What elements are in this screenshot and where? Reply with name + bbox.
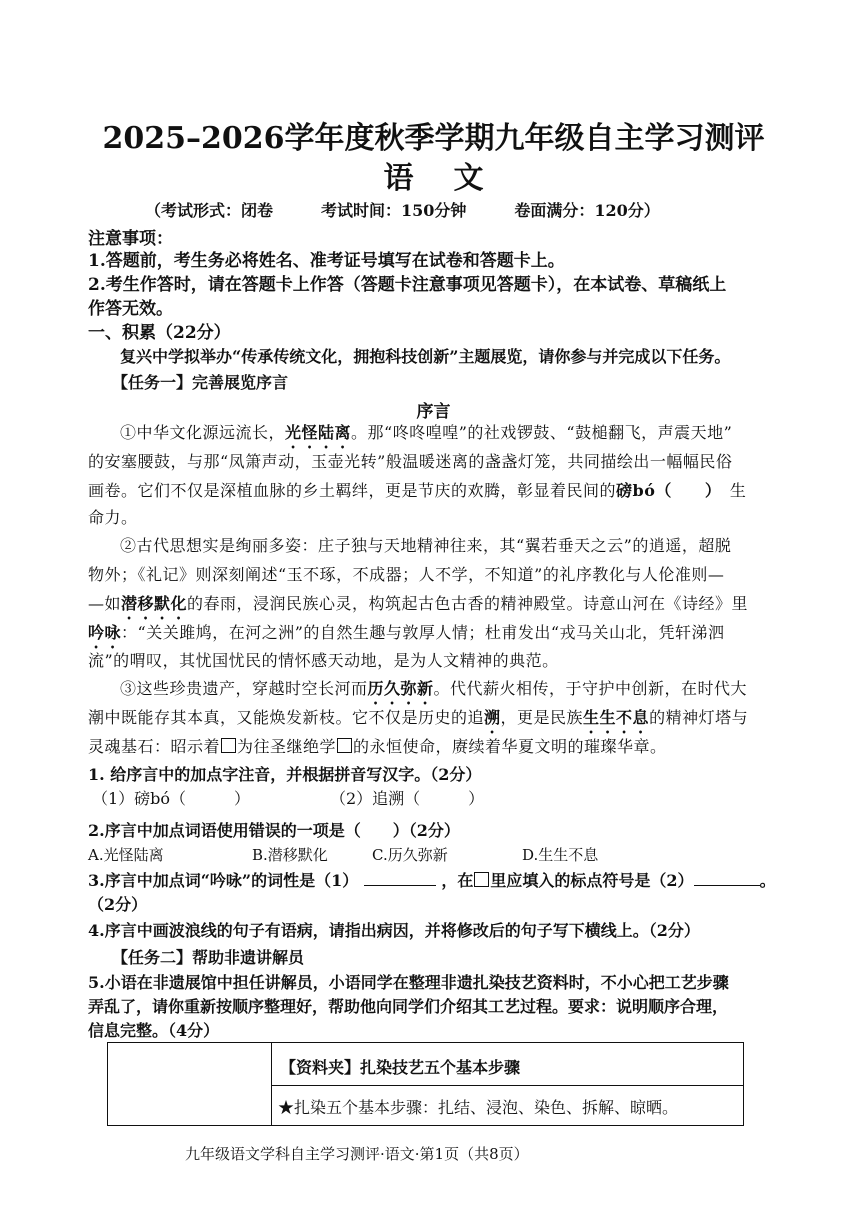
question-3-score: （2分）: [88, 895, 148, 914]
punctuation-box-ref: [474, 872, 489, 887]
dotted-word-shengshengbuxi: 生生不息: [583, 708, 650, 727]
page-footer: 九年级语文学科自主学习测评·语文·第1页（共8页）: [185, 1145, 529, 1163]
exam-title: 2025–2026学年度秋季学期九年级自主学习测评: [102, 121, 765, 156]
question-1-sub-1: （1）磅bó（ ）: [92, 789, 251, 808]
material-title: 【资料夹】扎染技艺五个基本步骤: [280, 1058, 521, 1077]
notes-item-2-line-1: 2.考生作答时，请在答题卡上作答（答题卡注意事项见答题卡），在本试卷、草稿纸上: [88, 275, 727, 295]
material-table: [107, 1042, 744, 1126]
section-1-intro: 复兴中学拟举办“传承传统文化，拥抱科技创新”主题展览，请你参与并完成以下任务。: [120, 347, 731, 366]
question-5-line-3: 信息完整。（4分）: [88, 1021, 220, 1040]
notes-item-2-line-2: 作答无效。: [88, 299, 173, 319]
notes-item-1: 1.答题前，考生务必将姓名、准考证号填写在试卷和答题卡上。: [88, 251, 565, 271]
preface-p2-line-1: ②古代思想实是绚丽多姿：庄子独与天地精神往来，其“翼若垂天之云”的逍遥，超脱: [120, 536, 732, 555]
material-content: ★扎染五个基本步骤：扎结、浸泡、染色、拆解、晾晒。: [278, 1098, 679, 1117]
preface-p3-line-3: 灵魂基石：昭示着 为往圣继绝学 的永恒使命，赓续着华夏文明的璀璨华章。: [88, 737, 667, 756]
pinyin-blank-bang-bo: 磅bó（ ）: [616, 481, 714, 500]
question-1-sub-2: （2）追溯（ ）: [330, 789, 485, 808]
preface-p1-line-2: 的安塞腰鼓，与那“凤箫声动，玉壶光转”般温暖迷离的盏盏灯笼，共同描绘出一幅幅民俗: [88, 452, 733, 471]
question-2: 2.序言中加点词语使用错误的一项是（ ）（2分）: [88, 821, 460, 840]
preface-p2-line-4: 吟咏：“关关雎鸠，在河之洲”的自然生趣与敦厚人情；杜甫发出“戎马关山北，凭轩涕泗: [88, 623, 725, 642]
preface-p3-line-2: 潮中既能存其本真，又能焕发新枝。它不仅是历史的追溯，更是民族生生不息的精神灯塔与: [88, 708, 749, 727]
table-row-divider: [271, 1085, 743, 1086]
dotted-word-qianyimohua: 潜移默化: [121, 594, 188, 613]
question-5-line-2: 弄乱了，请你重新按顺序整理好，帮助他向同学们介绍其工艺过程。要求：说明顺序合理，: [88, 997, 729, 1016]
punctuation-box-2: [337, 738, 352, 753]
question-3: 3.序言中加点词“吟咏”的词性是（1） ，在 里应填入的标点符号是（2） 。: [88, 871, 776, 890]
preface-p1-line-4: 命力。: [88, 508, 138, 527]
dotted-word-yinyong: 吟咏: [88, 623, 122, 642]
question-2-option-b: B.潜移默化: [252, 846, 328, 864]
preface-p2-line-5: 流”的喟叹，其忧国忧民的情怀感天动地，是为人文精神的典范。: [88, 651, 559, 670]
notes-heading: 注意事项：: [88, 229, 173, 249]
dotted-word-guangguailuli: 光怪陆离: [285, 423, 352, 442]
question-2-option-c: C.历久弥新: [372, 846, 448, 864]
dotted-word-lijiumixin: 历久弥新: [367, 679, 434, 698]
answer-blank-1: [364, 871, 436, 886]
dotted-char-su: 溯: [484, 708, 501, 727]
exam-info: （考试形式：闭卷 考试时间：150分钟 卷面满分：120分）: [145, 201, 660, 220]
preface-p1-line-1: ①中华文化源远流长，光怪陆离。那“咚咚喤喤”的社戏锣鼓、“鼓槌翻飞，声震天地”: [120, 423, 733, 442]
preface-p3-line-1: ③这些珍贵遗产，穿越时空长河而历久弥新。代代薪火相传，于守护中创新，在时代大: [120, 679, 748, 698]
question-2-option-a: A.光怪陆离: [88, 846, 164, 864]
task-2-label: 【任务二】帮助非遗讲解员: [112, 948, 305, 967]
question-1: 1. 给序言中的加点字注音，并根据拼音写汉字。（2分）: [88, 765, 482, 784]
question-5-line-1: 5.小语在非遗展馆中担任讲解员，小语同学在整理非遗扎染技艺资料时，不小心把工艺步骤: [88, 973, 729, 992]
preface-p2-line-2: 物外；《礼记》则深刻阐述“玉不琢，不成器；人不学，不知道”的礼序教化与人伦准则—: [88, 565, 725, 584]
question-2-option-d: D.生生不息: [522, 846, 599, 864]
subject-title: 语文: [383, 161, 524, 196]
answer-blank-2: [694, 871, 760, 886]
punctuation-box-1: [221, 738, 236, 753]
preface-p1-line-3: 画卷。它们不仅是深植血脉的乡土羁绊，更是节庆的欢腾，彰显着民间的磅bó（ ） 生: [88, 481, 747, 500]
task-1-label: 【任务一】完善展览序言: [112, 373, 289, 392]
table-divider: [271, 1043, 272, 1125]
section-1-heading: 一、积累（22分）: [88, 323, 231, 343]
question-4: 4.序言中画波浪线的句子有语病，请指出病因，并将修改后的句子写下横线上。（2分）: [88, 921, 700, 940]
preface-p2-line-3: —如潜移默化的春雨，浸润民族心灵，构筑起古色古香的精神殿堂。诗意山河在《诗经》里: [88, 594, 749, 613]
preface-title: 序言: [416, 402, 451, 422]
